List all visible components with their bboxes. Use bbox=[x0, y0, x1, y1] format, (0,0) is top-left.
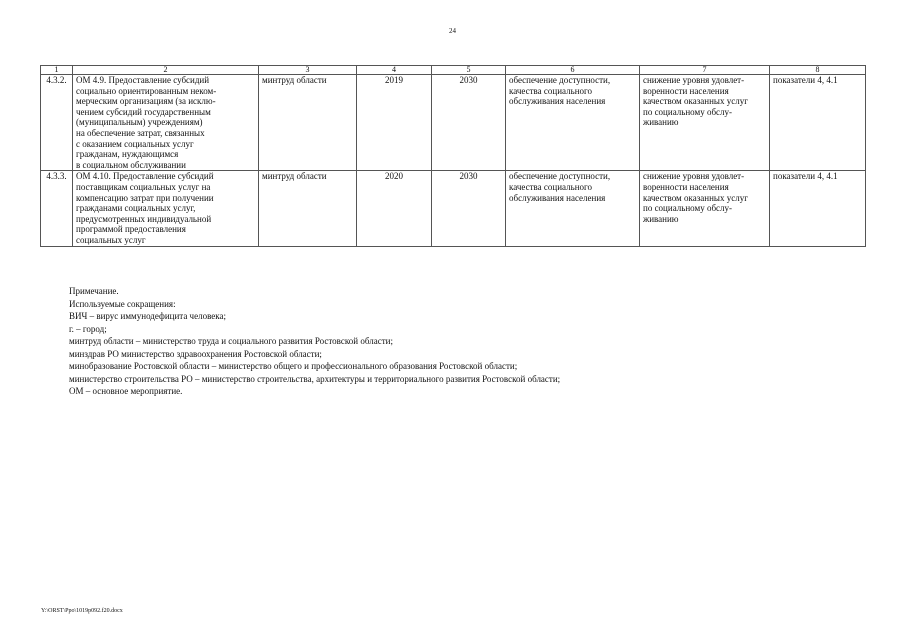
activity-title-line: в социальном обслуживании bbox=[76, 159, 186, 170]
activity-title-line: мерческим организациям (за исклю- bbox=[76, 96, 216, 107]
notes-heading: Примечание. bbox=[69, 286, 119, 296]
activity-title-line: с оказанием социальных услуг bbox=[76, 138, 194, 149]
table-row bbox=[41, 75, 866, 171]
column-header: 5 bbox=[432, 66, 506, 75]
expected-result bbox=[506, 75, 640, 171]
activities-table bbox=[40, 65, 866, 247]
document-file-path: Y:\ORST\Ppo\1019p092.f20.docx bbox=[41, 608, 123, 614]
consequence-line: воренности населения bbox=[643, 85, 729, 96]
column-header: 8 bbox=[770, 66, 866, 75]
executor: минтруд области bbox=[259, 75, 357, 171]
consequence-line: воренности населения bbox=[643, 181, 729, 192]
abbreviation-item: ОМ – основное мероприятие. bbox=[69, 386, 183, 396]
column-header: 4 bbox=[357, 66, 432, 75]
activity-title-line: ОМ 4.10. Предоставление субсидий bbox=[76, 171, 214, 182]
expected-result-line: обеспечение доступности, bbox=[509, 75, 611, 85]
column-header: 3 bbox=[259, 66, 357, 75]
activity-title-line: предусмотренных индивидуальной bbox=[76, 213, 212, 224]
activity-title-line: на обеспечение затрат, связанных bbox=[76, 127, 205, 138]
expected-result-line: качества социального bbox=[509, 181, 592, 192]
activity-title-line: чением субсидий государственным bbox=[76, 106, 211, 117]
indicators: показатели 4, 4.1 bbox=[770, 171, 866, 246]
column-header: 2 bbox=[73, 66, 259, 75]
consequence-line: по социальному обслу- bbox=[643, 106, 733, 117]
activity-title-line: программой предоставления bbox=[76, 224, 186, 235]
non-implementation-consequence bbox=[640, 75, 770, 171]
indicators: показатели 4, 4.1 bbox=[770, 75, 866, 171]
notes-section bbox=[69, 285, 560, 398]
expected-result bbox=[506, 171, 640, 246]
consequence-line: снижение уровня удовлет- bbox=[643, 75, 745, 85]
start-year: 2020 bbox=[357, 171, 432, 246]
column-header: 6 bbox=[506, 66, 640, 75]
item-number: 4.3.3. bbox=[41, 171, 73, 246]
expected-result-line: обслуживания населения bbox=[509, 192, 606, 203]
activity-title bbox=[73, 171, 259, 246]
column-header: 7 bbox=[640, 66, 770, 75]
activity-title-line: ОМ 4.9. Предоставление субсидий bbox=[76, 75, 210, 85]
executor: минтруд области bbox=[259, 171, 357, 246]
consequence-line: живанию bbox=[643, 117, 679, 128]
abbreviation-item: минобразование Ростовской области – министерство общего и профессионального образования Ростовской области; bbox=[69, 361, 518, 371]
activity-title-line: поставщикам социальных услуг на bbox=[76, 181, 211, 192]
consequence-line: снижение уровня удовлет- bbox=[643, 171, 745, 182]
page-number: 24 bbox=[449, 27, 456, 35]
column-header: 1 bbox=[41, 66, 73, 75]
expected-result-line: качества социального bbox=[509, 85, 592, 96]
activity-title-line: гражданами социальных услуг, bbox=[76, 203, 196, 214]
table-row bbox=[41, 171, 866, 246]
activity-title-line: (муниципальным) учреждениям) bbox=[76, 117, 203, 128]
consequence-line: качеством оказанных услуг bbox=[643, 96, 748, 107]
start-year: 2019 bbox=[357, 75, 432, 171]
expected-result-line: обслуживания населения bbox=[509, 96, 606, 107]
consequence-line: живанию bbox=[643, 213, 679, 224]
end-year: 2030 bbox=[432, 75, 506, 171]
non-implementation-consequence bbox=[640, 171, 770, 246]
activity-title-line: социально ориентированным неком- bbox=[76, 85, 217, 96]
abbreviation-item: министерство строительства РО – министерство строительства, архитектуры и территориального развития Ростовской области; bbox=[69, 373, 561, 384]
column-number-row bbox=[41, 66, 866, 75]
activity-title-line: социальных услуг bbox=[76, 234, 146, 245]
abbreviation-item: минздрав РО министерство здравоохранения Ростовской области; bbox=[69, 348, 322, 359]
consequence-line: качеством оказанных услуг bbox=[643, 192, 748, 203]
notes-subheading: Используемые сокращения: bbox=[69, 298, 176, 309]
expected-result-line: обеспечение доступности, bbox=[509, 171, 611, 182]
abbreviation-item: г. – город; bbox=[69, 323, 107, 334]
activity-title-line: гражданам, нуждающимся bbox=[76, 149, 179, 160]
activity-title bbox=[73, 75, 259, 171]
item-number: 4.3.2. bbox=[41, 75, 73, 171]
activity-title-line: компенсацию затрат при получении bbox=[76, 192, 214, 203]
end-year: 2030 bbox=[432, 171, 506, 246]
abbreviation-item: минтруд области – министерство труда и социального развития Ростовской области; bbox=[69, 336, 393, 346]
abbreviation-item: ВИЧ – вирус иммунодефицита человека; bbox=[69, 311, 226, 321]
consequence-line: по социальному обслу- bbox=[643, 203, 733, 214]
